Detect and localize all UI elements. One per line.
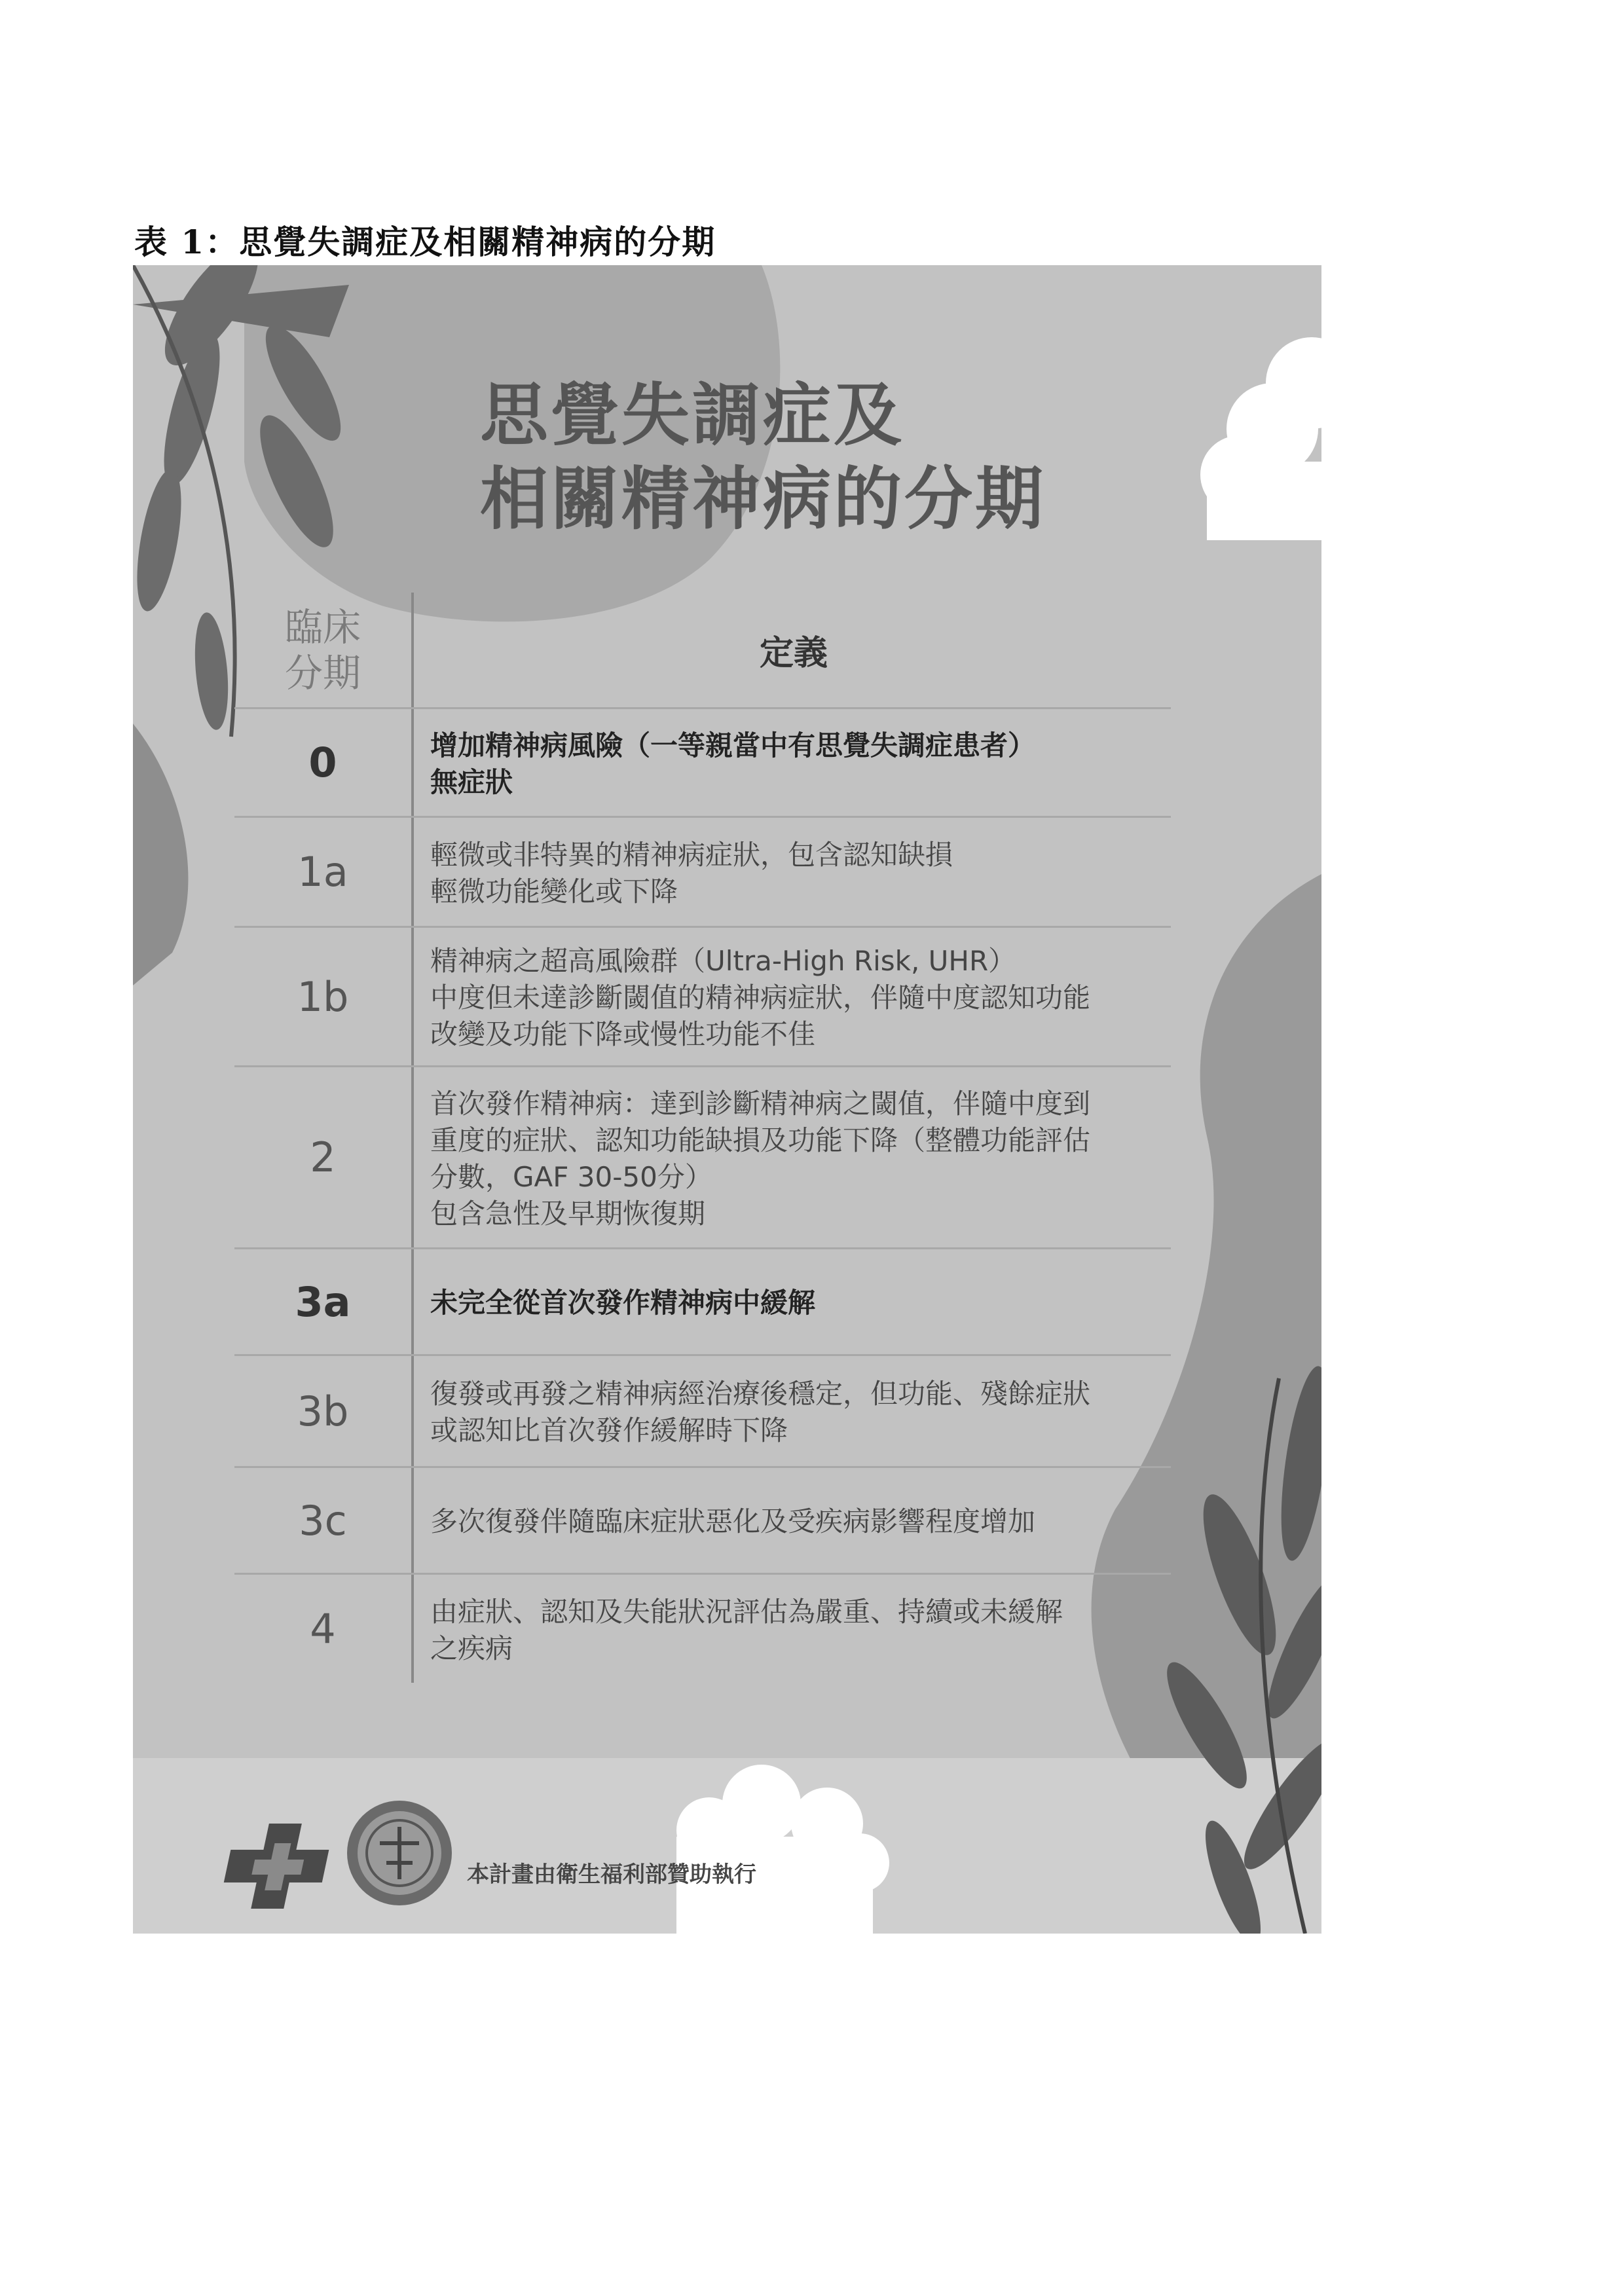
table-row xyxy=(234,926,1171,1065)
table-row xyxy=(234,1354,1171,1466)
definition-cell xyxy=(411,818,1171,926)
table-row xyxy=(234,1065,1171,1247)
definition-cell xyxy=(411,1067,1171,1247)
table-row xyxy=(234,707,1171,816)
stage-cell: 1b xyxy=(297,972,349,1021)
definition-cell xyxy=(411,928,1171,1065)
table-header xyxy=(234,593,1321,707)
stage-cell: 3b xyxy=(297,1387,349,1435)
definition-line: 重度的症狀、認知功能缺損及功能下降（整體功能評估 xyxy=(430,1124,1091,1156)
poster-title xyxy=(480,373,1046,541)
poster-footer xyxy=(133,1758,1321,1934)
table-row xyxy=(234,1466,1171,1573)
definition-line: 無症狀 xyxy=(430,765,513,798)
stage-header-line-2: 分期 xyxy=(284,651,361,695)
sponsor-note: 本計畫由衛生福利部贊助執行 xyxy=(467,1862,756,1888)
definition-line: 或認知比首次發作緩解時下降 xyxy=(430,1414,788,1446)
definition-column-header: 定義 xyxy=(411,593,1173,707)
definition-line: 多次復發伴隨臨床症狀惡化及受疾病影響程度增加 xyxy=(430,1505,1036,1537)
table-row xyxy=(234,1573,1171,1683)
stage-cell: 3c xyxy=(299,1496,347,1545)
definition-line: 輕微功能變化或下降 xyxy=(430,875,678,908)
definition-line: 輕微或非特異的精神病症狀，包含認知缺損 xyxy=(430,838,953,871)
definition-line: 未完全從首次發作精神病中緩解 xyxy=(430,1287,816,1319)
table-row xyxy=(234,816,1171,926)
definition-line: 改變及功能下降或慢性功能不佳 xyxy=(430,1018,816,1050)
stage-cell: 3a xyxy=(295,1277,351,1326)
stage-cell: 0 xyxy=(308,739,337,786)
ministry-seal-icon xyxy=(344,1797,455,1909)
stage-cell: 2 xyxy=(310,1133,336,1181)
definition-line: 包含急性及早期恢復期 xyxy=(430,1197,706,1230)
definition-cell xyxy=(411,1249,1171,1354)
stage-column-header xyxy=(234,593,411,707)
definition-line: 分數，GAF 30-50分） xyxy=(430,1160,712,1193)
stage-cell: 4 xyxy=(310,1605,336,1653)
stage-header-line-1: 臨床 xyxy=(284,605,361,650)
definition-line: 由症狀、認知及失能狀況評估為嚴重、持續或未緩解 xyxy=(430,1595,1063,1628)
definition-cell xyxy=(411,709,1171,816)
health-cross-logo-icon xyxy=(218,1817,329,1915)
definition-line: 中度但未達診斷閾值的精神病症狀，伴隨中度認知功能 xyxy=(430,982,1091,1014)
definition-line: 精神病之超高風險群（Ultra-High Risk, UHR） xyxy=(430,945,1016,977)
definition-line: 增加精神病風險（一等親當中有思覺失調症患者） xyxy=(430,729,1036,762)
table-row xyxy=(234,1247,1171,1354)
definition-line: 之疾病 xyxy=(430,1632,513,1664)
definition-line: 首次發作精神病：達到診斷精神病之閾值，伴隨中度到 xyxy=(430,1087,1091,1120)
definition-cell xyxy=(411,1356,1171,1466)
table-caption: 表 1：思覺失調症及相關精神病的分期 xyxy=(134,223,716,261)
definition-cell xyxy=(411,1468,1171,1573)
title-line-1: 思覺失調症及 xyxy=(480,375,905,455)
staging-table xyxy=(234,593,1321,1683)
definition-cell xyxy=(411,1575,1171,1683)
staging-poster xyxy=(133,265,1321,1934)
definition-line: 復發或再發之精神病經治療後穩定，但功能、殘餘症狀 xyxy=(430,1378,1091,1410)
title-line-2: 相關精神病的分期 xyxy=(480,459,1046,539)
stage-cell: 1a xyxy=(297,848,348,896)
